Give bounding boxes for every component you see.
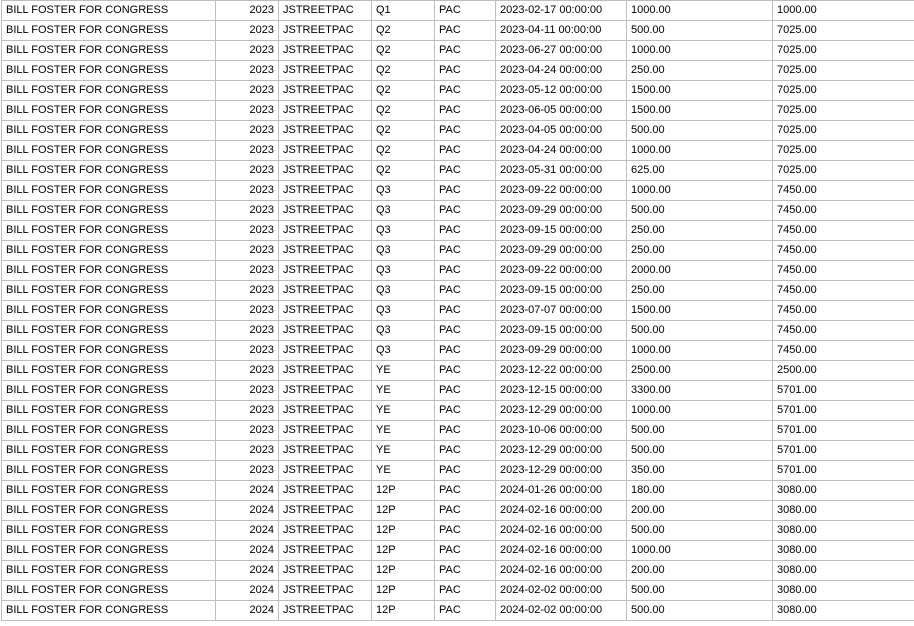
year-cell[interactable]: 2023 [216, 141, 279, 161]
table-row [2, 441, 914, 461]
date-cell[interactable]: 2023-09-29 00:00:00 [496, 241, 627, 261]
contributor-cell[interactable]: JSTREETPAC [279, 381, 372, 401]
table-row [2, 521, 914, 541]
report-cell[interactable]: Q3 [372, 281, 435, 301]
contributor-cell[interactable]: JSTREETPAC [279, 21, 372, 41]
amount-cell[interactable]: 200.00 [627, 561, 773, 581]
date-cell[interactable]: 2023-09-15 00:00:00 [496, 281, 627, 301]
date-cell[interactable]: 2024-02-02 00:00:00 [496, 581, 627, 601]
year-cell[interactable]: 2023 [216, 401, 279, 421]
aggregate-cell[interactable]: 1000.00 [773, 1, 914, 21]
report-cell[interactable]: YE [372, 381, 435, 401]
contributor-cell[interactable]: JSTREETPAC [279, 461, 372, 481]
amount-cell[interactable]: 200.00 [627, 501, 773, 521]
table-row [2, 261, 914, 281]
report-cell[interactable]: 12P [372, 521, 435, 541]
amount-cell[interactable]: 2500.00 [627, 361, 773, 381]
table-row [2, 421, 914, 441]
year-cell[interactable]: 2024 [216, 521, 279, 541]
report-cell[interactable]: 12P [372, 501, 435, 521]
contributor-cell[interactable]: JSTREETPAC [279, 501, 372, 521]
date-cell[interactable]: 2023-10-06 00:00:00 [496, 421, 627, 441]
contributor-cell[interactable]: JSTREETPAC [279, 41, 372, 61]
date-cell[interactable]: 2024-01-26 00:00:00 [496, 481, 627, 501]
year-cell[interactable]: 2023 [216, 181, 279, 201]
date-cell[interactable]: 2023-05-31 00:00:00 [496, 161, 627, 181]
committee-cell[interactable]: BILL FOSTER FOR CONGRESS [2, 341, 216, 361]
report-cell[interactable]: Q3 [372, 261, 435, 281]
committee-cell[interactable]: BILL FOSTER FOR CONGRESS [2, 81, 216, 101]
entity-type-cell[interactable]: PAC [435, 441, 496, 461]
year-cell[interactable]: 2024 [216, 561, 279, 581]
date-cell[interactable]: 2023-12-22 00:00:00 [496, 361, 627, 381]
report-cell[interactable]: Q3 [372, 201, 435, 221]
committee-cell[interactable]: BILL FOSTER FOR CONGRESS [2, 481, 216, 501]
aggregate-cell[interactable]: 7025.00 [773, 141, 914, 161]
aggregate-cell[interactable]: 2500.00 [773, 361, 914, 381]
year-cell[interactable]: 2024 [216, 601, 279, 621]
table-row [2, 61, 914, 81]
report-cell[interactable]: Q1 [372, 1, 435, 21]
committee-cell[interactable]: BILL FOSTER FOR CONGRESS [2, 221, 216, 241]
entity-type-cell[interactable]: PAC [435, 321, 496, 341]
contributor-cell[interactable]: JSTREETPAC [279, 581, 372, 601]
aggregate-cell[interactable]: 7450.00 [773, 201, 914, 221]
amount-cell[interactable]: 500.00 [627, 421, 773, 441]
year-cell[interactable]: 2023 [216, 421, 279, 441]
year-cell[interactable]: 2023 [216, 41, 279, 61]
year-cell[interactable]: 2023 [216, 321, 279, 341]
table-row [2, 321, 914, 341]
date-cell[interactable]: 2023-09-15 00:00:00 [496, 221, 627, 241]
report-cell[interactable]: Q3 [372, 241, 435, 261]
report-cell[interactable]: 12P [372, 601, 435, 621]
amount-cell[interactable]: 500.00 [627, 601, 773, 621]
date-cell[interactable]: 2023-09-29 00:00:00 [496, 341, 627, 361]
aggregate-cell[interactable]: 5701.00 [773, 441, 914, 461]
aggregate-cell[interactable]: 7450.00 [773, 301, 914, 321]
year-cell[interactable]: 2023 [216, 101, 279, 121]
aggregate-cell[interactable]: 7450.00 [773, 181, 914, 201]
report-cell[interactable]: Q2 [372, 81, 435, 101]
aggregate-cell[interactable]: 7450.00 [773, 221, 914, 241]
aggregate-cell[interactable]: 7450.00 [773, 341, 914, 361]
report-cell[interactable]: Q3 [372, 341, 435, 361]
aggregate-cell[interactable]: 7025.00 [773, 121, 914, 141]
report-cell[interactable]: Q2 [372, 41, 435, 61]
table-row [2, 141, 914, 161]
contributor-cell[interactable]: JSTREETPAC [279, 521, 372, 541]
year-cell[interactable]: 2024 [216, 581, 279, 601]
date-cell[interactable]: 2024-02-16 00:00:00 [496, 561, 627, 581]
amount-cell[interactable]: 1000.00 [627, 401, 773, 421]
amount-cell[interactable]: 500.00 [627, 441, 773, 461]
contributor-cell[interactable]: JSTREETPAC [279, 141, 372, 161]
committee-cell[interactable]: BILL FOSTER FOR CONGRESS [2, 121, 216, 141]
aggregate-cell[interactable]: 7450.00 [773, 241, 914, 261]
committee-cell[interactable]: BILL FOSTER FOR CONGRESS [2, 201, 216, 221]
committee-cell[interactable]: BILL FOSTER FOR CONGRESS [2, 281, 216, 301]
committee-cell[interactable]: BILL FOSTER FOR CONGRESS [2, 61, 216, 81]
date-cell[interactable]: 2024-02-16 00:00:00 [496, 541, 627, 561]
aggregate-cell[interactable]: 7025.00 [773, 161, 914, 181]
date-cell[interactable]: 2023-09-29 00:00:00 [496, 201, 627, 221]
report-cell[interactable]: Q2 [372, 161, 435, 181]
report-cell[interactable]: YE [372, 361, 435, 381]
entity-type-cell[interactable]: PAC [435, 121, 496, 141]
entity-type-cell[interactable]: PAC [435, 1, 496, 21]
contributor-cell[interactable]: JSTREETPAC [279, 361, 372, 381]
committee-cell[interactable]: BILL FOSTER FOR CONGRESS [2, 241, 216, 261]
entity-type-cell[interactable]: PAC [435, 521, 496, 541]
entity-type-cell[interactable]: PAC [435, 421, 496, 441]
amount-cell[interactable]: 1500.00 [627, 81, 773, 101]
entity-type-cell[interactable]: PAC [435, 61, 496, 81]
entity-type-cell[interactable]: PAC [435, 581, 496, 601]
aggregate-cell[interactable]: 3080.00 [773, 521, 914, 541]
contributor-cell[interactable]: JSTREETPAC [279, 481, 372, 501]
amount-cell[interactable]: 1000.00 [627, 141, 773, 161]
report-cell[interactable]: YE [372, 461, 435, 481]
year-cell[interactable]: 2023 [216, 281, 279, 301]
aggregate-cell[interactable]: 3080.00 [773, 541, 914, 561]
aggregate-cell[interactable]: 5701.00 [773, 421, 914, 441]
date-cell[interactable]: 2023-07-07 00:00:00 [496, 301, 627, 321]
report-cell[interactable]: Q3 [372, 221, 435, 241]
table-row [2, 561, 914, 581]
year-cell[interactable]: 2023 [216, 21, 279, 41]
report-cell[interactable]: YE [372, 421, 435, 441]
amount-cell[interactable]: 1500.00 [627, 101, 773, 121]
table-row [2, 221, 914, 241]
report-cell[interactable]: Q2 [372, 141, 435, 161]
contributor-cell[interactable]: JSTREETPAC [279, 561, 372, 581]
year-cell[interactable]: 2023 [216, 201, 279, 221]
aggregate-cell[interactable]: 7450.00 [773, 281, 914, 301]
entity-type-cell[interactable]: PAC [435, 561, 496, 581]
table-row [2, 301, 914, 321]
committee-cell[interactable]: BILL FOSTER FOR CONGRESS [2, 181, 216, 201]
entity-type-cell[interactable]: PAC [435, 261, 496, 281]
amount-cell[interactable]: 625.00 [627, 161, 773, 181]
entity-type-cell[interactable]: PAC [435, 461, 496, 481]
entity-type-cell[interactable]: PAC [435, 181, 496, 201]
entity-type-cell[interactable]: PAC [435, 221, 496, 241]
date-cell[interactable]: 2024-02-16 00:00:00 [496, 521, 627, 541]
entity-type-cell[interactable]: PAC [435, 161, 496, 181]
year-cell[interactable]: 2023 [216, 161, 279, 181]
date-cell[interactable]: 2024-02-16 00:00:00 [496, 501, 627, 521]
aggregate-cell[interactable]: 7025.00 [773, 61, 914, 81]
report-cell[interactable]: Q3 [372, 321, 435, 341]
table-row [2, 161, 914, 181]
report-cell[interactable]: 12P [372, 561, 435, 581]
aggregate-cell[interactable]: 7025.00 [773, 101, 914, 121]
year-cell[interactable]: 2023 [216, 441, 279, 461]
amount-cell[interactable]: 500.00 [627, 121, 773, 141]
contributor-cell[interactable]: JSTREETPAC [279, 341, 372, 361]
aggregate-cell[interactable]: 3080.00 [773, 581, 914, 601]
table-row [2, 501, 914, 521]
committee-cell[interactable]: BILL FOSTER FOR CONGRESS [2, 421, 216, 441]
amount-cell[interactable]: 350.00 [627, 461, 773, 481]
date-cell[interactable]: 2023-05-12 00:00:00 [496, 81, 627, 101]
date-cell[interactable]: 2023-09-22 00:00:00 [496, 261, 627, 281]
entity-type-cell[interactable]: PAC [435, 481, 496, 501]
amount-cell[interactable]: 500.00 [627, 321, 773, 341]
aggregate-cell[interactable]: 3080.00 [773, 501, 914, 521]
date-cell[interactable]: 2023-02-17 00:00:00 [496, 1, 627, 21]
contributor-cell[interactable]: JSTREETPAC [279, 421, 372, 441]
table-row [2, 1, 914, 21]
report-cell[interactable]: Q3 [372, 181, 435, 201]
year-cell[interactable]: 2023 [216, 301, 279, 321]
entity-type-cell[interactable]: PAC [435, 381, 496, 401]
entity-type-cell[interactable]: PAC [435, 81, 496, 101]
aggregate-cell[interactable]: 5701.00 [773, 461, 914, 481]
amount-cell[interactable]: 1500.00 [627, 301, 773, 321]
amount-cell[interactable]: 250.00 [627, 221, 773, 241]
report-cell[interactable]: Q2 [372, 61, 435, 81]
date-cell[interactable]: 2023-04-24 00:00:00 [496, 141, 627, 161]
year-cell[interactable]: 2023 [216, 341, 279, 361]
contributor-cell[interactable]: JSTREETPAC [279, 61, 372, 81]
amount-cell[interactable]: 250.00 [627, 61, 773, 81]
entity-type-cell[interactable]: PAC [435, 41, 496, 61]
report-cell[interactable]: Q2 [372, 121, 435, 141]
table-row [2, 401, 914, 421]
committee-cell[interactable]: BILL FOSTER FOR CONGRESS [2, 521, 216, 541]
entity-type-cell[interactable]: PAC [435, 201, 496, 221]
contributor-cell[interactable]: JSTREETPAC [279, 181, 372, 201]
table-row [2, 481, 914, 501]
date-cell[interactable]: 2023-12-29 00:00:00 [496, 401, 627, 421]
contributor-cell[interactable]: JSTREETPAC [279, 281, 372, 301]
committee-cell[interactable]: BILL FOSTER FOR CONGRESS [2, 541, 216, 561]
contributor-cell[interactable]: JSTREETPAC [279, 1, 372, 21]
committee-cell[interactable]: BILL FOSTER FOR CONGRESS [2, 361, 216, 381]
entity-type-cell[interactable]: PAC [435, 361, 496, 381]
date-cell[interactable]: 2023-12-15 00:00:00 [496, 381, 627, 401]
committee-cell[interactable]: BILL FOSTER FOR CONGRESS [2, 581, 216, 601]
date-cell[interactable]: 2023-12-29 00:00:00 [496, 461, 627, 481]
contributor-cell[interactable]: JSTREETPAC [279, 241, 372, 261]
contributor-cell[interactable]: JSTREETPAC [279, 101, 372, 121]
committee-cell[interactable]: BILL FOSTER FOR CONGRESS [2, 141, 216, 161]
report-cell[interactable]: YE [372, 441, 435, 461]
contributor-cell[interactable]: JSTREETPAC [279, 321, 372, 341]
committee-cell[interactable]: BILL FOSTER FOR CONGRESS [2, 321, 216, 341]
year-cell[interactable]: 2023 [216, 241, 279, 261]
table-row [2, 601, 914, 621]
amount-cell[interactable]: 180.00 [627, 481, 773, 501]
year-cell[interactable]: 2023 [216, 61, 279, 81]
amount-cell[interactable]: 1000.00 [627, 541, 773, 561]
aggregate-cell[interactable]: 7450.00 [773, 321, 914, 341]
table-row [2, 341, 914, 361]
date-cell[interactable]: 2023-09-15 00:00:00 [496, 321, 627, 341]
table-row [2, 101, 914, 121]
contributor-cell[interactable]: JSTREETPAC [279, 301, 372, 321]
committee-cell[interactable]: BILL FOSTER FOR CONGRESS [2, 461, 216, 481]
entity-type-cell[interactable]: PAC [435, 541, 496, 561]
entity-type-cell[interactable]: PAC [435, 341, 496, 361]
contributor-cell[interactable]: JSTREETPAC [279, 401, 372, 421]
committee-cell[interactable]: BILL FOSTER FOR CONGRESS [2, 561, 216, 581]
entity-type-cell[interactable]: PAC [435, 281, 496, 301]
year-cell[interactable]: 2023 [216, 361, 279, 381]
committee-cell[interactable]: BILL FOSTER FOR CONGRESS [2, 601, 216, 621]
table-row [2, 81, 914, 101]
report-cell[interactable]: 12P [372, 481, 435, 501]
entity-type-cell[interactable]: PAC [435, 101, 496, 121]
data-table [1, 0, 914, 621]
date-cell[interactable]: 2023-04-05 00:00:00 [496, 121, 627, 141]
contributor-cell[interactable]: JSTREETPAC [279, 221, 372, 241]
contributor-cell[interactable]: JSTREETPAC [279, 601, 372, 621]
year-cell[interactable]: 2023 [216, 121, 279, 141]
entity-type-cell[interactable]: PAC [435, 141, 496, 161]
amount-cell[interactable]: 500.00 [627, 21, 773, 41]
amount-cell[interactable]: 500.00 [627, 201, 773, 221]
committee-cell[interactable]: BILL FOSTER FOR CONGRESS [2, 41, 216, 61]
year-cell[interactable]: 2023 [216, 261, 279, 281]
entity-type-cell[interactable]: PAC [435, 601, 496, 621]
year-cell[interactable]: 2023 [216, 81, 279, 101]
committee-cell[interactable]: BILL FOSTER FOR CONGRESS [2, 161, 216, 181]
amount-cell[interactable]: 1000.00 [627, 341, 773, 361]
aggregate-cell[interactable]: 7025.00 [773, 81, 914, 101]
committee-cell[interactable]: BILL FOSTER FOR CONGRESS [2, 261, 216, 281]
committee-cell[interactable]: BILL FOSTER FOR CONGRESS [2, 1, 216, 21]
committee-cell[interactable]: BILL FOSTER FOR CONGRESS [2, 501, 216, 521]
amount-cell[interactable]: 500.00 [627, 521, 773, 541]
committee-cell[interactable]: BILL FOSTER FOR CONGRESS [2, 101, 216, 121]
contributor-cell[interactable]: JSTREETPAC [279, 81, 372, 101]
table-row [2, 21, 914, 41]
year-cell[interactable]: 2024 [216, 481, 279, 501]
amount-cell[interactable]: 500.00 [627, 581, 773, 601]
amount-cell[interactable]: 1000.00 [627, 1, 773, 21]
aggregate-cell[interactable]: 3080.00 [773, 601, 914, 621]
report-cell[interactable]: YE [372, 401, 435, 421]
report-cell[interactable]: 12P [372, 581, 435, 601]
entity-type-cell[interactable]: PAC [435, 401, 496, 421]
aggregate-cell[interactable]: 7025.00 [773, 21, 914, 41]
aggregate-cell[interactable]: 7025.00 [773, 41, 914, 61]
committee-cell[interactable]: BILL FOSTER FOR CONGRESS [2, 401, 216, 421]
amount-cell[interactable]: 1000.00 [627, 181, 773, 201]
table-row [2, 121, 914, 141]
table-row [2, 361, 914, 381]
aggregate-cell[interactable]: 7450.00 [773, 261, 914, 281]
contributor-cell[interactable]: JSTREETPAC [279, 441, 372, 461]
table-row [2, 241, 914, 261]
aggregate-cell[interactable]: 3080.00 [773, 481, 914, 501]
aggregate-cell[interactable]: 5701.00 [773, 381, 914, 401]
table-row [2, 41, 914, 61]
report-cell[interactable]: 12P [372, 541, 435, 561]
entity-type-cell[interactable]: PAC [435, 241, 496, 261]
contributor-cell[interactable]: JSTREETPAC [279, 201, 372, 221]
date-cell[interactable]: 2023-12-29 00:00:00 [496, 441, 627, 461]
report-cell[interactable]: Q3 [372, 301, 435, 321]
entity-type-cell[interactable]: PAC [435, 301, 496, 321]
amount-cell[interactable]: 2000.00 [627, 261, 773, 281]
aggregate-cell[interactable]: 3080.00 [773, 561, 914, 581]
amount-cell[interactable]: 250.00 [627, 281, 773, 301]
entity-type-cell[interactable]: PAC [435, 21, 496, 41]
year-cell[interactable]: 2024 [216, 501, 279, 521]
amount-cell[interactable]: 3300.00 [627, 381, 773, 401]
table-row [2, 581, 914, 601]
date-cell[interactable]: 2023-04-24 00:00:00 [496, 61, 627, 81]
contributor-cell[interactable]: JSTREETPAC [279, 261, 372, 281]
year-cell[interactable]: 2023 [216, 221, 279, 241]
table-row [2, 381, 914, 401]
year-cell[interactable]: 2024 [216, 541, 279, 561]
committee-cell[interactable]: BILL FOSTER FOR CONGRESS [2, 21, 216, 41]
table-row [2, 281, 914, 301]
aggregate-cell[interactable]: 5701.00 [773, 401, 914, 421]
table-row [2, 541, 914, 561]
table-row [2, 201, 914, 221]
contributor-cell[interactable]: JSTREETPAC [279, 161, 372, 181]
date-cell[interactable]: 2023-09-22 00:00:00 [496, 181, 627, 201]
report-cell[interactable]: Q2 [372, 101, 435, 121]
amount-cell[interactable]: 250.00 [627, 241, 773, 261]
contributor-cell[interactable]: JSTREETPAC [279, 121, 372, 141]
date-cell[interactable]: 2023-06-27 00:00:00 [496, 41, 627, 61]
committee-cell[interactable]: BILL FOSTER FOR CONGRESS [2, 301, 216, 321]
report-cell[interactable]: Q2 [372, 21, 435, 41]
entity-type-cell[interactable]: PAC [435, 501, 496, 521]
year-cell[interactable]: 2023 [216, 381, 279, 401]
date-cell[interactable]: 2023-06-05 00:00:00 [496, 101, 627, 121]
date-cell[interactable]: 2023-04-11 00:00:00 [496, 21, 627, 41]
date-cell[interactable]: 2024-02-02 00:00:00 [496, 601, 627, 621]
amount-cell[interactable]: 1000.00 [627, 41, 773, 61]
table-row [2, 181, 914, 201]
table-row [2, 461, 914, 481]
committee-cell[interactable]: BILL FOSTER FOR CONGRESS [2, 381, 216, 401]
year-cell[interactable]: 2023 [216, 1, 279, 21]
committee-cell[interactable]: BILL FOSTER FOR CONGRESS [2, 441, 216, 461]
contributor-cell[interactable]: JSTREETPAC [279, 541, 372, 561]
table-body [2, 1, 914, 621]
year-cell[interactable]: 2023 [216, 461, 279, 481]
